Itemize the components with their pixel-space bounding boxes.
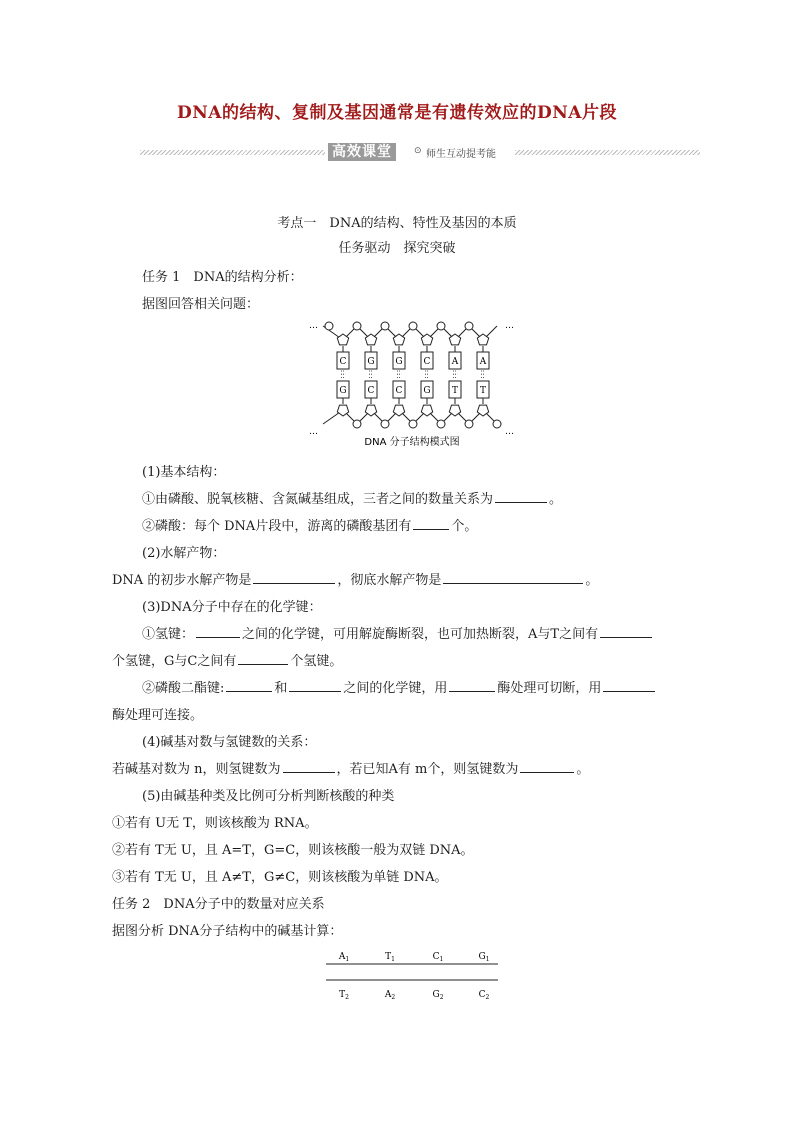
banner-rule-left — [140, 150, 325, 155]
task1-prompt: 据图回答相关问题： — [142, 297, 260, 312]
q4-mid: ，若已知A有 m个，则氢键数为 — [336, 762, 519, 777]
top-backbone — [323, 322, 497, 345]
q1-item-b — [142, 515, 722, 534]
base-label-top: A — [479, 357, 487, 367]
strand-top-label: $G_1$ — [478, 952, 490, 963]
answer-blank[interactable] — [283, 761, 335, 773]
strand-top-label-subscript: 1 — [485, 956, 490, 963]
q2-text: DNA 的初步水解产物是 — [112, 573, 252, 588]
strand-top-label: $C_1$ — [432, 952, 444, 963]
q1-b-text: ②磷酸：每个 DNA片段中，游离的磷酸基团有 — [142, 519, 412, 534]
q3-heading: (3)DNA分子中存在的化学键： — [142, 600, 322, 615]
q2-mid: ，彻底水解产物是 — [337, 573, 442, 588]
strand-bottom-label-subscript: 2 — [391, 994, 396, 1001]
dna-structure-diagram — [305, 316, 520, 451]
banner-rule-right — [515, 150, 700, 155]
q2-end: 。 — [585, 573, 599, 588]
q5-item-b: ②若有 T无 U，且 A=T，G=C，则该核酸一般为双链 DNA。 — [112, 843, 474, 858]
q2-heading: (2)水解产物： — [142, 546, 226, 561]
phosphate-circle — [437, 420, 445, 428]
bottom-backbone — [323, 405, 501, 428]
answer-blank[interactable] — [603, 680, 655, 692]
strand-bottom-label-subscript: 2 — [485, 994, 490, 1001]
task2-prompt: 据图分析 DNA分子结构中的碱基计算： — [112, 924, 343, 939]
answer-blank[interactable] — [520, 761, 574, 773]
section-heading: 考点一 DNA的结构、特性及基因的本质 — [277, 216, 517, 231]
ellipsis-bottom-left: … — [309, 427, 318, 437]
diagram-caption: DNA 分子结构模式图 — [364, 437, 460, 448]
section-banner — [140, 143, 700, 163]
q3-b-mid2: 酶处理可切断，用 — [497, 681, 602, 696]
base-label-top: G — [367, 357, 375, 367]
strand-top-label: $A_1$ — [338, 952, 350, 963]
phosphate-circle — [465, 420, 473, 428]
answer-blank[interactable] — [196, 626, 240, 638]
q3-b-text: ②磷酸二酯键: — [142, 681, 225, 696]
answer-blank[interactable] — [238, 653, 288, 665]
task1-title: 任务 1 DNA的结构分析： — [142, 270, 303, 285]
q3-item-b-cont: 酶处理可连接。 — [112, 708, 204, 723]
strand-bottom-label: $C_2$ — [478, 990, 490, 1001]
strand-bottom-label: $G_2$ — [432, 990, 444, 1001]
strand-bottom-label: $T_2$ — [339, 990, 349, 1001]
phosphate-circle — [325, 322, 333, 330]
answer-blank[interactable] — [413, 518, 449, 530]
phosphate-circle — [381, 322, 389, 330]
base-label-bottom: T — [479, 386, 487, 396]
base-label-top: C — [423, 357, 431, 367]
phosphate-circle — [493, 420, 501, 428]
strand-bottom-label-subscript: 2 — [439, 994, 444, 1001]
banner-subtitle: 师生互动提考能 — [426, 149, 496, 160]
base-label-bottom: T — [451, 386, 459, 396]
base-label-top: C — [339, 357, 347, 367]
q5-item-c: ③若有 T无 U，且 A≠T，G≠C，则该核酸为单链 DNA。 — [112, 870, 448, 885]
page-title: DNA的结构、复制及基因通常是有遗传效应的DNA片段 — [177, 103, 617, 123]
strand-top-label-subscript: 1 — [345, 956, 350, 963]
q2-line — [112, 569, 692, 588]
q4-heading: (4)碱基对数与氢键数的关系： — [142, 735, 317, 750]
banner-dot-icon: ⊙ — [414, 146, 422, 156]
answer-blank[interactable] — [226, 680, 272, 692]
base-label-bottom: G — [339, 386, 347, 396]
strand-top-label: $T_1$ — [385, 952, 395, 963]
q1-item-a — [142, 488, 722, 507]
strand-labels — [338, 952, 490, 1001]
banner-badge: 高效课堂 — [328, 143, 396, 161]
ellipsis-top-left: … — [309, 321, 318, 331]
q3-item-a-cont — [112, 650, 692, 669]
base-label-top: A — [451, 357, 459, 367]
phosphate-circle — [465, 322, 473, 330]
phosphate-circle — [409, 322, 417, 330]
q3-a-line2: 个氢键，G与C之间有 — [112, 654, 237, 669]
q5-heading: (5)由碱基种类及比例可分析判断核酸的种类 — [142, 789, 395, 804]
q4-end: 。 — [576, 762, 590, 777]
ellipsis-top-right: … — [505, 321, 514, 331]
answer-blank[interactable] — [495, 491, 547, 503]
answer-blank[interactable] — [600, 626, 652, 638]
q3-b-mid: 之间的化学键，用 — [343, 681, 448, 696]
section-subheading: 任务驱动 探究突破 — [338, 241, 456, 256]
strand-bottom-label: $A_2$ — [384, 990, 396, 1001]
base-label-bottom: C — [367, 386, 375, 396]
strand-top-label-subscript: 1 — [439, 956, 444, 963]
q3-item-b — [142, 677, 722, 696]
q3-a-mid: 之间的化学键，可用解旋酶断裂，也可加热断裂，A与T之间有 — [242, 627, 599, 642]
base-label-bottom: G — [423, 386, 431, 396]
base-label-top: G — [395, 357, 403, 367]
strand-bottom-label-subscript: 2 — [345, 994, 349, 1001]
phosphate-circle — [353, 420, 361, 428]
answer-blank[interactable] — [449, 680, 495, 692]
phosphate-circle — [353, 322, 361, 330]
answer-blank[interactable] — [253, 572, 335, 584]
q3-b-and: 和 — [274, 681, 288, 696]
q1-heading: (1)基本结构： — [142, 465, 226, 480]
answer-blank[interactable] — [443, 572, 583, 584]
ellipsis-bottom-right: … — [505, 427, 514, 437]
q3-item-a — [142, 623, 722, 642]
q4-line — [112, 758, 692, 777]
q1-a-end: 。 — [549, 492, 563, 507]
base-pairs — [337, 346, 489, 404]
phosphate-circle — [437, 322, 445, 330]
base-label-bottom: C — [395, 386, 403, 396]
task2-title: 任务 2 DNA分子中的数量对应关系 — [112, 897, 325, 912]
q4-text: 若碱基对数为 n，则氢键数为 — [112, 762, 281, 777]
phosphate-circle — [409, 420, 417, 428]
base-strand-diagram — [322, 947, 502, 1005]
q3-a-line2-end: 个氢键。 — [290, 654, 343, 669]
strand-top-label-subscript: 1 — [391, 956, 395, 963]
q1-a-text: ①由磷酸、脱氧核糖、含氮碱基组成，三者之间的数量关系为 — [142, 492, 494, 507]
q5-item-a: ①若有 U无 T，则该核酸为 RNA。 — [112, 816, 318, 831]
phosphate-circle — [381, 420, 389, 428]
answer-blank[interactable] — [289, 680, 341, 692]
q1-b-end: 个。 — [451, 519, 478, 534]
q3-a-text: ①氢键： — [142, 627, 195, 642]
